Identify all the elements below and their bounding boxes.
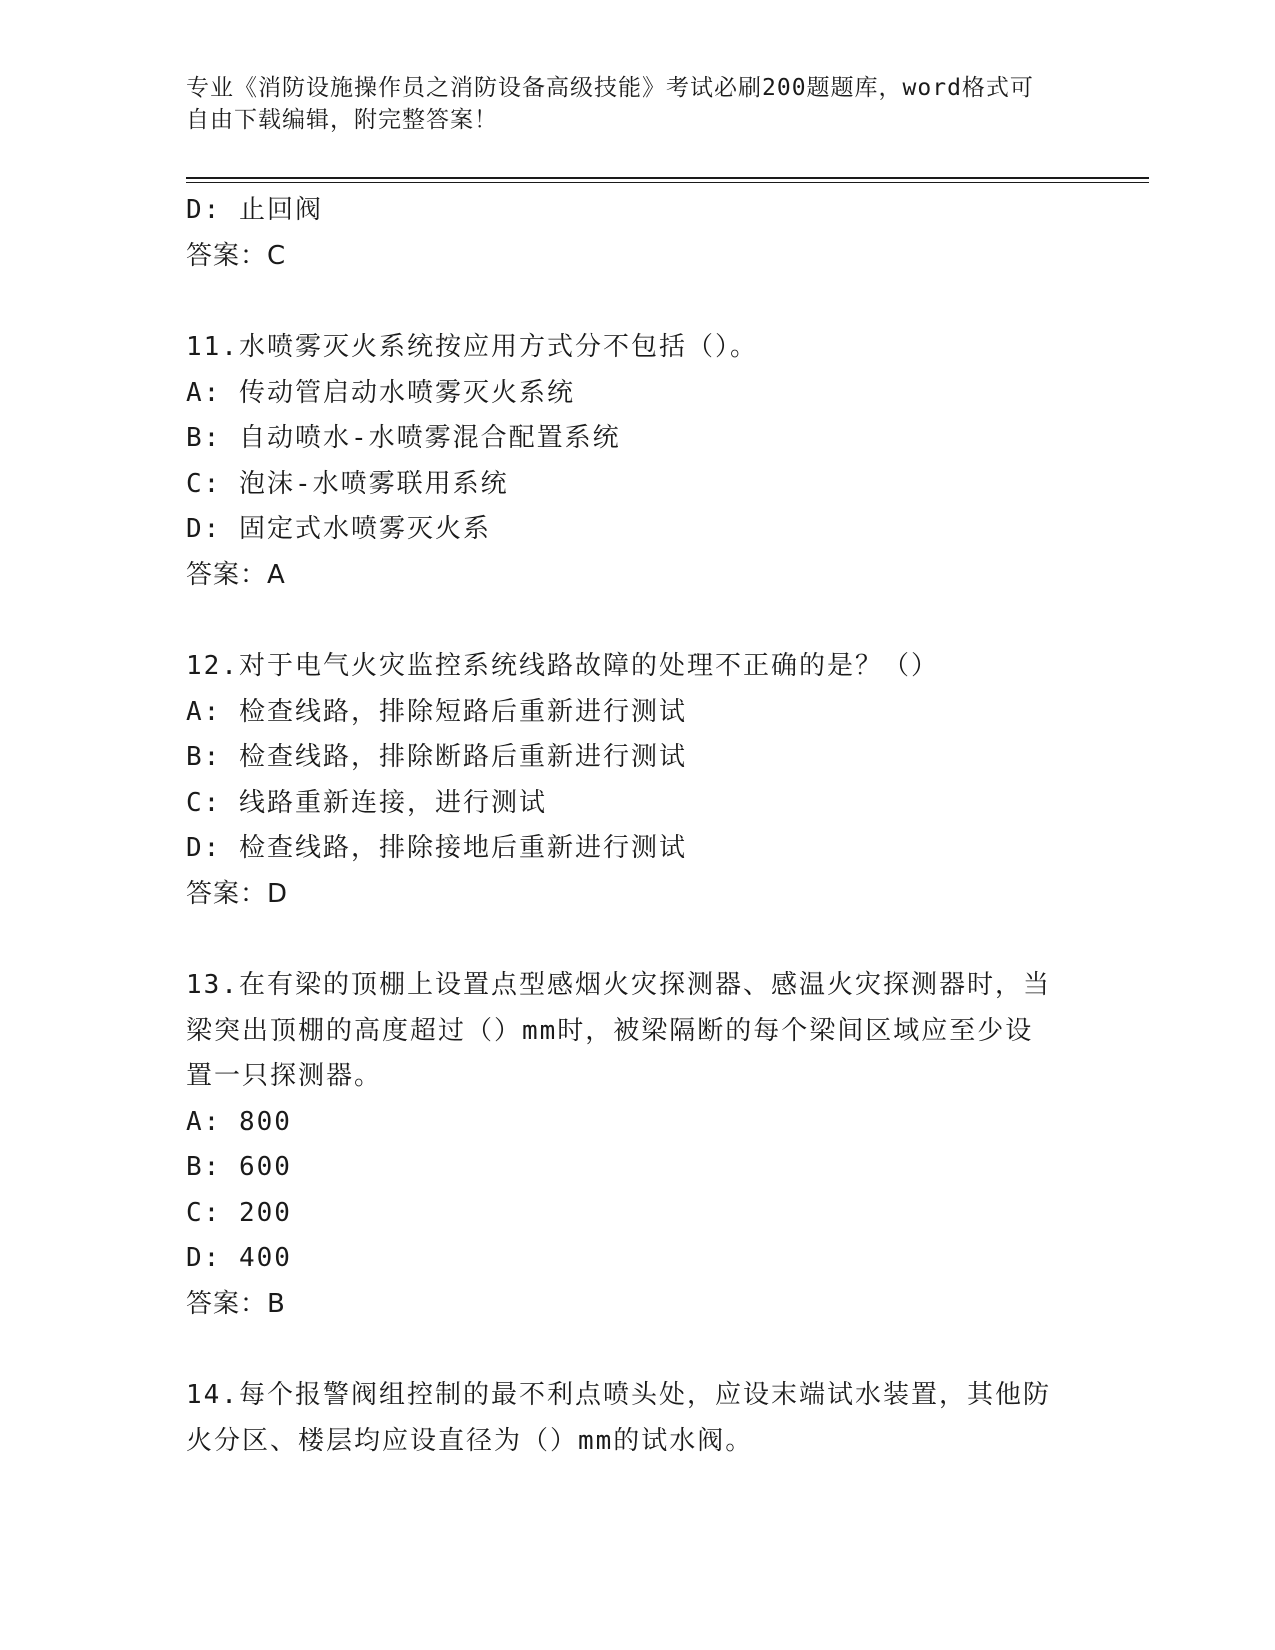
spacer <box>186 917 1076 963</box>
header-line-2: 自由下载编辑，附完整答案！ <box>186 107 498 133</box>
answer: 答案：D <box>186 878 289 909</box>
spacer <box>186 1327 1076 1373</box>
question-stem-line-2: 梁突出顶棚的高度超过（）mm时，被梁隔断的每个梁间区域应至少设 <box>186 1015 1034 1046</box>
header-divider-thin <box>186 182 1149 183</box>
option-a: A: 传动管启动水喷雾灭火系统 <box>186 377 575 408</box>
option-a: A: 检查线路，排除短路后重新进行测试 <box>186 696 687 727</box>
option-c: C: 200 <box>186 1197 292 1228</box>
option-d: D: 检查线路，排除接地后重新进行测试 <box>186 833 687 863</box>
option-d: D: 400 <box>186 1243 292 1273</box>
answer: 答案：B <box>186 1288 286 1319</box>
question-11 <box>186 325 1076 598</box>
option-b: B: 600 <box>186 1152 292 1182</box>
option-a: A: 800 <box>186 1106 292 1137</box>
header-divider <box>186 177 1149 179</box>
question-stem: 11.水喷雾灭火系统按应用方式分不包括（）。 <box>186 332 758 362</box>
option-b: B: 检查线路，排除断路后重新进行测试 <box>186 742 687 772</box>
option-d: D: 固定式水喷雾灭火系 <box>186 514 491 544</box>
header-line-1: 专业《消防设施操作员之消防设备高级技能》考试必刷200题题库，word格式可 <box>186 75 1034 101</box>
question-12 <box>186 644 1076 917</box>
document-body <box>186 188 1076 1464</box>
option-c: C: 泡沫-水喷雾联用系统 <box>186 468 509 499</box>
option-b: B: 自动喷水-水喷雾混合配置系统 <box>186 423 621 453</box>
option-d: D: 止回阀 <box>186 195 323 225</box>
question-13 <box>186 963 1076 1327</box>
question-stem-line-2: 火分区、楼层均应设直径为（）mm的试水阀。 <box>186 1425 754 1456</box>
question-stem-line-1: 14.每个报警阀组控制的最不利点喷头处，应设末端试水装置，其他防 <box>186 1380 1051 1410</box>
question-stem: 12.对于电气火灾监控系统线路故障的处理不正确的是？（） <box>186 651 939 681</box>
question-stem-line-3: 置一只探测器。 <box>186 1061 383 1091</box>
spacer <box>186 279 1076 325</box>
document-header <box>186 72 1066 136</box>
previous-question-tail <box>186 188 1076 279</box>
question-14 <box>186 1373 1076 1464</box>
spacer <box>186 598 1076 644</box>
answer: 答案：C <box>186 240 287 271</box>
answer: 答案：A <box>186 559 286 590</box>
option-c: C: 线路重新连接，进行测试 <box>186 787 547 818</box>
question-stem-line-1: 13.在有梁的顶棚上设置点型感烟火灾探测器、感温火灾探测器时，当 <box>186 970 1051 1000</box>
